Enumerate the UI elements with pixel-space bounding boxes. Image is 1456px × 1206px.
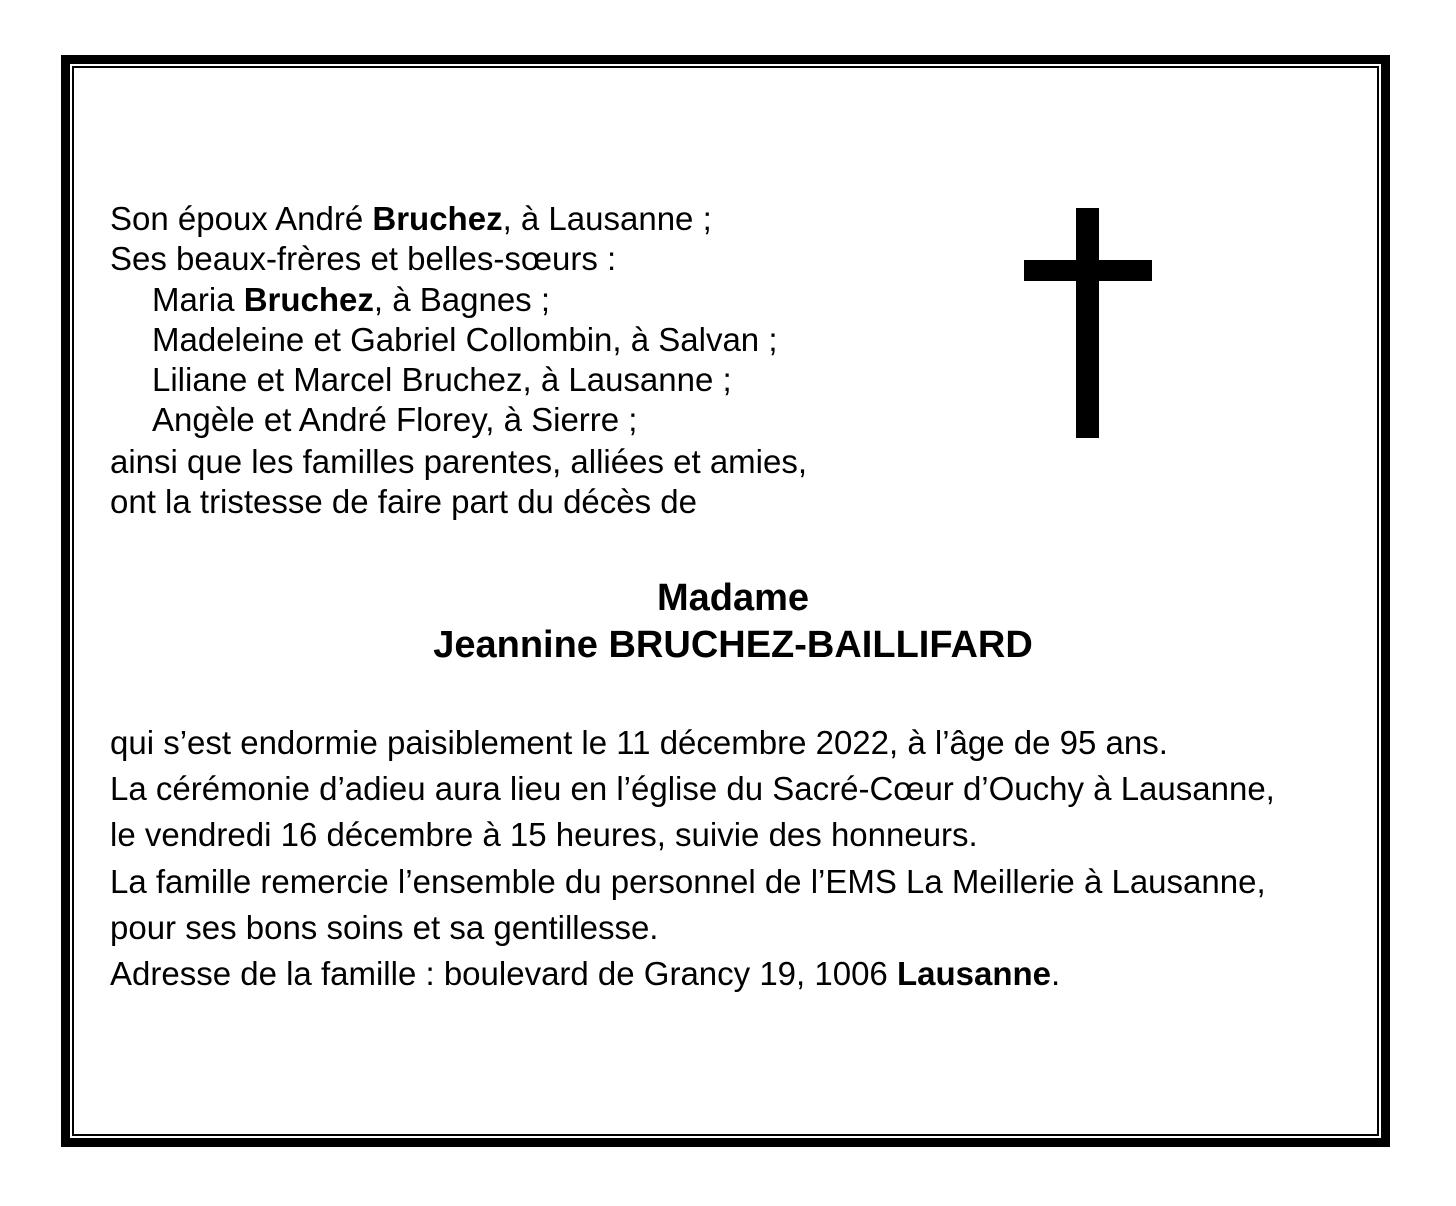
- detail-line-thanks: La famille remercie l’ensemble du personnel de l’EMS La Meillerie à Lausanne,: [110, 863, 1266, 900]
- family-line-madeleine-gabriel: Madeleine et Gabriel Collombin, à Salvan ;: [152, 321, 778, 358]
- detail-line-thanks-cont: pour ses bons soins et sa gentillesse.: [110, 909, 659, 946]
- deceased-name: Jeannine BRUCHEZ-BAILLIFARD: [433, 624, 1033, 666]
- cross-horizontal-bar: [1024, 260, 1152, 281]
- family-line-announcement: ont la tristesse de faire part du décès de: [110, 483, 698, 520]
- family-line-relatives: ainsi que les familles parentes, alliées et amies,: [110, 443, 808, 480]
- detail-line-ceremony-date: le vendredi 16 décembre à 15 heures, suivie des honneurs.: [110, 816, 978, 853]
- family-line-angele-andre: Angèle et André Florey, à Sierre ;: [152, 401, 638, 438]
- detail-line-ceremony: La cérémonie d’adieu aura lieu en l’église du Sacré-Cœur d’Ouchy à Lausanne,: [110, 770, 1275, 807]
- family-line-siblings-heading: Ses beaux-frères et belles-sœurs :: [110, 240, 617, 277]
- deceased-title: Madame: [656, 577, 810, 619]
- detail-line-family-address: Adresse de la famille : boulevard de Grancy 19, 1006 Lausanne.: [110, 955, 1061, 992]
- cross-vertical-bar: [1076, 208, 1099, 438]
- family-line-maria: Maria Bruchez, à Bagnes ;: [152, 281, 551, 318]
- family-line-liliane-marcel: Liliane et Marcel Bruchez, à Lausanne ;: [152, 361, 732, 398]
- family-line-spouse: Son époux André Bruchez, à Lausanne ;: [110, 200, 712, 237]
- detail-line-passing: qui s’est endormie paisiblement le 11 décembre 2022, à l’âge de 95 ans.: [110, 724, 1168, 761]
